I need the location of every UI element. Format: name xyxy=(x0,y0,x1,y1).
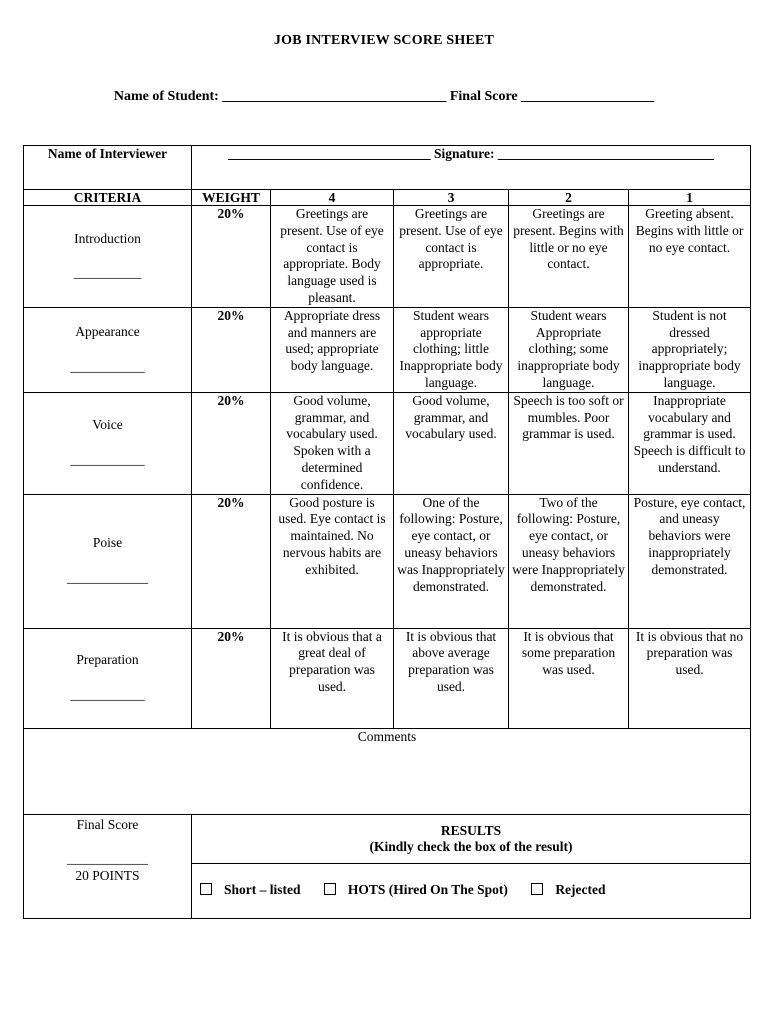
criteria-row-appearance xyxy=(24,307,751,392)
criteria-name: Voice xyxy=(92,417,123,433)
criteria-score-blank[interactable]: ___________ xyxy=(70,452,145,468)
column-header-criteria: CRITERIA xyxy=(24,190,192,206)
score-2-cell: Greetings are present. Begins with little or no eye contact. xyxy=(509,206,629,308)
score-1-cell: Inappropriate vocabulary and grammar is used. Speech is difficult to understand. xyxy=(629,392,751,494)
checkbox-icon[interactable] xyxy=(531,883,543,895)
score-2-cell: Speech is too soft or mumbles. Poor grammar is used. xyxy=(509,392,629,494)
criteria-name: Preparation xyxy=(76,652,139,668)
column-header-row xyxy=(24,190,751,206)
results-heading xyxy=(192,814,751,863)
column-header-score-4: 4 xyxy=(271,190,394,206)
score-4-cell: Appropriate dress and manners are used; appropriate body language. xyxy=(271,307,394,392)
score-3-cell: Student wears appropriate clothing; little Inappropriate body language. xyxy=(394,307,509,392)
final-score-blank[interactable]: ___________________ xyxy=(521,89,655,104)
score-1-cell: Greeting absent. Begins with little or no eye contact. xyxy=(629,206,751,308)
score-2-cell: It is obvious that some preparation was used. xyxy=(509,628,629,728)
criteria-row-introduction xyxy=(24,206,751,308)
criteria-name: Poise xyxy=(92,535,123,551)
interviewer-label: Name of Interviewer xyxy=(24,146,192,190)
option-label: HOTS (Hired On The Spot) xyxy=(347,882,508,898)
criteria-row-preparation xyxy=(24,628,751,728)
score-4-cell: It is obvious that a great deal of preparation was used. xyxy=(271,628,394,728)
interviewer-fields xyxy=(192,146,751,190)
interviewer-row xyxy=(24,146,751,190)
comments-label: Comments xyxy=(357,728,417,744)
score-1-cell: Posture, eye contact, and uneasy behaviors were inappropriately demonstrated. xyxy=(629,494,751,628)
column-header-weight: WEIGHT xyxy=(192,190,271,206)
score-4-cell: Good volume, grammar, and vocabulary used. Spoken with a determined confidence. xyxy=(271,392,394,494)
weight-cell: 20% xyxy=(192,392,271,494)
student-header xyxy=(0,89,768,105)
weight-cell: 20% xyxy=(192,307,271,392)
criteria-name: Introduction xyxy=(74,230,141,246)
comments-field[interactable] xyxy=(24,728,751,814)
criteria-score-blank[interactable]: ___________ xyxy=(70,358,145,374)
criteria-cell xyxy=(24,628,192,728)
results-options xyxy=(192,863,751,918)
final-score-cell-blank[interactable]: ____________ xyxy=(67,851,148,867)
score-4-cell: Greetings are present. Use of eye contact is appropriate. Body language used is pleasant. xyxy=(271,206,394,308)
score-4-cell: Good posture is used. Eye contact is maintained. No nervous habits are exhibited. xyxy=(271,494,394,628)
option-hots[interactable] xyxy=(324,882,508,899)
score-1-cell: It is obvious that no preparation was used. xyxy=(629,628,751,728)
total-points: 20 POINTS xyxy=(75,868,140,884)
student-label: Name of Student: xyxy=(113,89,219,104)
criteria-row-poise xyxy=(24,494,751,628)
score-table xyxy=(23,145,751,919)
criteria-cell xyxy=(24,307,192,392)
criteria-score-blank[interactable]: ____________ xyxy=(67,570,148,586)
results-header-row xyxy=(24,814,751,863)
results-instruction: (Kindly check the box of the result) xyxy=(369,838,573,854)
criteria-score-blank[interactable]: ___________ xyxy=(70,687,145,703)
score-3-cell: One of the following: Posture, eye contact, or uneasy behaviors was Inappropriately demonstrated. xyxy=(394,494,509,628)
criteria-row-voice xyxy=(24,392,751,494)
page-title: JOB INTERVIEW SCORE SHEET xyxy=(273,33,495,48)
results-title: RESULTS xyxy=(440,822,502,838)
final-score-cell-label: Final Score xyxy=(76,816,139,832)
criteria-cell xyxy=(24,494,192,628)
score-3-cell: Greetings are present. Use of eye contact is appropriate. xyxy=(394,206,509,308)
interviewer-name-blank[interactable]: ______________________________ xyxy=(228,146,431,161)
score-2-cell: Two of the following: Posture, eye contact, or uneasy behaviors were Inappropriately demonstrated. xyxy=(509,494,629,628)
criteria-name: Appearance xyxy=(75,323,140,339)
column-header-score-3: 3 xyxy=(394,190,509,206)
criteria-cell xyxy=(24,392,192,494)
weight-cell: 20% xyxy=(192,494,271,628)
checkbox-icon[interactable] xyxy=(200,883,212,895)
option-short-listed[interactable] xyxy=(200,882,301,899)
weight-cell: 20% xyxy=(192,628,271,728)
signature-blank[interactable]: ________________________________ xyxy=(497,146,714,161)
signature-label: Signature: xyxy=(434,146,495,161)
criteria-score-blank[interactable]: __________ xyxy=(73,265,142,281)
column-header-score-1: 1 xyxy=(629,190,751,206)
option-rejected[interactable] xyxy=(531,882,605,899)
score-3-cell: Good volume, grammar, and vocabulary used. xyxy=(394,392,509,494)
column-header-score-2: 2 xyxy=(509,190,629,206)
comments-row xyxy=(24,728,751,814)
checkbox-icon[interactable] xyxy=(324,883,336,895)
score-3-cell: It is obvious that above average preparation was used. xyxy=(394,628,509,728)
option-label: Short – listed xyxy=(224,882,301,898)
score-2-cell: Student wears Appropriate clothing; some inappropriate body language. xyxy=(509,307,629,392)
student-name-blank[interactable]: ________________________________ xyxy=(222,89,447,104)
criteria-cell xyxy=(24,206,192,308)
score-1-cell: Student is not dressed appropriately; inappropriate body language. xyxy=(629,307,751,392)
final-score-label: Final Score xyxy=(449,89,518,104)
final-score-cell xyxy=(24,814,192,918)
weight-cell: 20% xyxy=(192,206,271,308)
option-label: Rejected xyxy=(555,882,606,898)
